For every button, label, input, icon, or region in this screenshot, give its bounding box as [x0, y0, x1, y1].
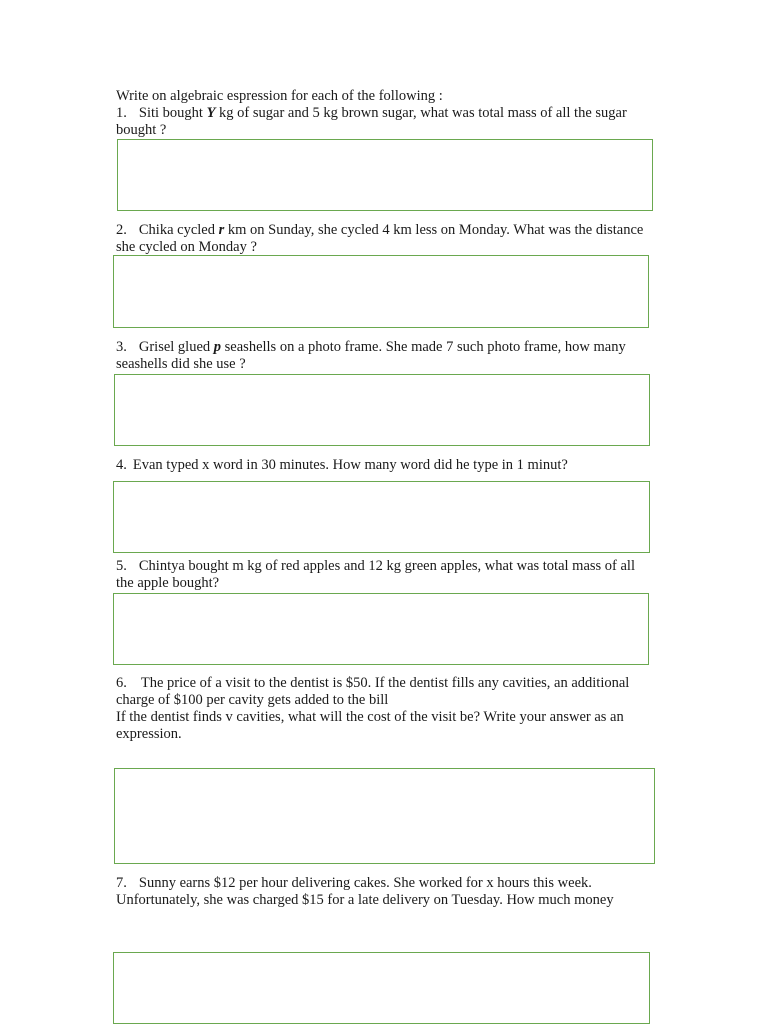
question-6 [116, 675, 656, 709]
instructions: Write on algebraic espression for each of the following : [116, 88, 443, 104]
answer-box-6[interactable] [114, 768, 655, 864]
question-text: Evan typed x word in 30 minutes. How many word did he type in 1 minut? [132, 457, 568, 473]
answer-box-3[interactable] [114, 374, 650, 446]
question-5 [116, 558, 656, 592]
question-variable: r [218, 222, 225, 238]
question-6-followup: If the dentist finds v cavities, what will the cost of the visit be? Write your answer as an expression. [116, 709, 624, 742]
question-number: 6. [116, 675, 127, 691]
question-text: Chintya bought m kg of red apples and 12 kg green apples, what was total mass of all the apple bought? [116, 558, 635, 591]
question-text: seashells on a photo frame. She made 7 such photo frame, how many seashells did she use ? [116, 339, 626, 372]
answer-box-5[interactable] [113, 593, 649, 665]
question-text: Sunny earns $12 per hour delivering cakes. She worked for x hours this week. Unfortunately, she was charged $15 for a late delivery on Tuesday. How much money [116, 875, 614, 908]
answer-input-7[interactable] [114, 953, 649, 1023]
answer-input-2[interactable] [114, 256, 648, 327]
answer-input-6[interactable] [115, 769, 654, 863]
answer-box-7[interactable] [113, 952, 650, 1024]
question-text: Chika cycled [138, 222, 219, 238]
question-number: 5. [116, 558, 127, 574]
answer-box-1[interactable] [117, 139, 653, 211]
question-2 [116, 222, 656, 256]
question-variable: p [213, 339, 222, 355]
question-variable: Y [206, 105, 216, 121]
answer-input-5[interactable] [114, 594, 648, 664]
question-number: 3. [116, 339, 127, 355]
question-text: kg of sugar and 5 kg brown sugar, what was total mass of all the sugar bought ? [116, 105, 627, 138]
question-number: 7. [116, 875, 127, 891]
question-text: The price of a visit to the dentist is $50. If the dentist fills any cavities, an additional charge of $100 per cavity gets added to the bill [116, 675, 630, 708]
answer-input-1[interactable] [118, 140, 652, 210]
answer-box-2[interactable] [113, 255, 649, 328]
question-text: Grisel glued [138, 339, 214, 355]
question-number: 2. [116, 222, 127, 238]
answer-input-4[interactable] [114, 482, 649, 552]
question-4 [116, 457, 656, 474]
answer-input-3[interactable] [115, 375, 649, 445]
question-7 [116, 875, 656, 909]
question-number: 1. [116, 105, 127, 121]
question-text: Siti bought [138, 105, 207, 121]
answer-box-4[interactable] [113, 481, 650, 553]
question-text: km on Sunday, she cycled 4 km less on Monday. What was the distance she cycled on Monday ? [116, 222, 644, 255]
question-1 [116, 105, 656, 139]
question-3 [116, 339, 656, 373]
question-number: 4. [116, 457, 127, 473]
